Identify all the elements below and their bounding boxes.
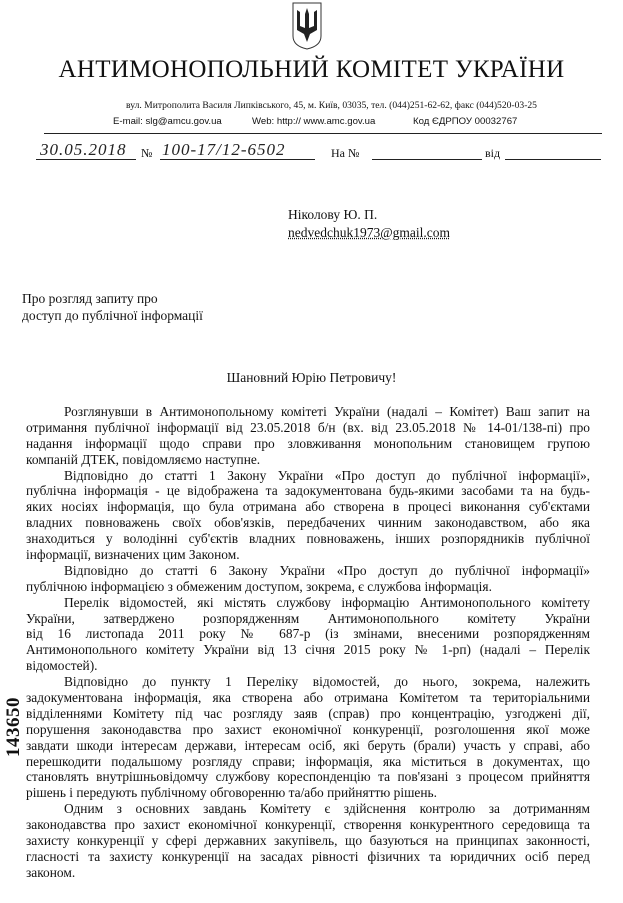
reference-line [0,140,623,162]
letter-body [26,404,590,881]
addressee-email: nedvedchuk1973@gmail.com [288,225,451,240]
text-line: порушення законодавства про захист економічної конкуренції, розголошення якої може [26,721,590,737]
text-line: знаходиться у володінні суб'єктів владних повноважень, інших розпорядників публічної [26,531,590,547]
text-line: Одним з основних завдань Комітету є здійснення контролю за дотриманням [64,801,590,817]
letter-number: 100-17/12-6502 [162,140,286,159]
reply-date-label: від [485,146,501,160]
organization-email: E-mail: slg@amcu.gov.ua [113,116,222,127]
letter-date: 30.05.2018 [40,140,127,159]
greeting: Шановний Юрію Петровичу! [226,370,397,385]
text-line: отримання публічної інформації від 23.05.2018 б/н (вх. від 23.05.2018 № 14-01/138-пі) про [26,419,590,435]
text-line: становлять внутрішньовідомчу службову кореспонденцію та пов'язані з процесом прийняття [26,769,590,785]
text-line: завдати шкоди інтересам держави, інтересам осіб, які беруть (брали) участь у справі, або [26,737,590,753]
text-line: законом. [26,864,76,880]
text-line: України, затверджено розпорядженням Антимонопольного комітету України [26,610,590,626]
text-line: Відповідно до статті 1 Закону України «Про доступ до публічної інформації», [64,467,590,483]
body-paragraph [26,595,590,674]
text-line: публічною інформацією з обмеженим доступом, зокрема, є службова інформація. [26,578,492,594]
body-paragraph [26,468,590,563]
text-line: надання інформації щодо справи про зловживання монопольним становищем групою [26,435,590,451]
body-paragraph [26,404,590,468]
text-line: рішень і передують публічному обговоренню та/або прийняттю рішень. [26,785,437,801]
text-line: відомостей). [26,658,98,674]
text-line: законодавства про захист економічної конкуренції, створення конкурентного середовища та [26,817,590,833]
text-line: Перелік відомостей, які містять службову інформацію Антимонопольного комітету [64,594,590,610]
text-line: перешкодити подальшому розгляду справи; інформація, яка міститься в документах, що [26,753,590,769]
text-line: задокументована інформація, яка створена або отримана Комітетом та територіальними [26,690,590,706]
text-line: захисту конкуренції у сфері державних закупівель, що базуються на принципах законності, [26,833,590,849]
text-line: публічна інформація - це відображена та задокументована будь-якими засобами та на будь- [26,483,590,499]
text-line: Відповідно до статті 6 Закону України «Про доступ до публічної інформації» [64,562,590,578]
subject-line: Про розгляд запиту про [22,291,158,306]
header-divider [44,133,602,134]
body-paragraph [26,801,590,880]
text-line: від 16 листопада 2011 року № 687-р (із змінами, внесеними розпорядженням [26,626,590,642]
registration-stamp: 143650 [3,697,24,757]
text-line: яких носіях інформація, що була отримана або створена в процесі виконання суб'єктами [26,499,590,515]
text-line: Антимонопольного комітету України від 13 січня 2015 року № 1-рп) (надалі – Перелік [26,642,590,658]
text-line: гласності та захисту конкуренції на засадах рівності фізичних та юридичних осіб перед [26,848,590,864]
trident-emblem-icon [292,2,322,50]
text-line: Відповідно до пункту 1 Переліку відомостей, до нього, зокрема, належить [64,674,590,690]
text-line: компаній ДТЕК, повідомляємо наступне. [26,451,261,467]
text-line: відділеннями Комітету під час розгляду заяв (справ) про концентрацію, узгоджені дії, [26,705,590,721]
body-paragraph [26,674,590,801]
text-line: Розглянувши в Антимонопольному комітеті України (надалі – Комітет) Ваш запит на [64,404,590,419]
body-paragraph [26,563,590,595]
number-label: № [141,146,153,160]
text-line: владних повноважень своїх обов'язків, передбачених чинним законодавством, або яка [26,515,590,531]
organization-address: вул. Митрополита Василя Липківського, 45, м. Київ, 03035, тел. (044)251-62-62, факс (044)520-03-25 [126,100,537,111]
letter-subject [22,290,203,324]
addressee-block [288,206,450,242]
subject-line: доступ до публічної інформації [22,308,203,323]
reply-number-label: На № [331,146,360,160]
organization-title: АНТИМОНОПОЛЬНИЙ КОМІТЕТ УКРАЇНИ [58,56,565,83]
addressee-name: Ніколову Ю. П. [288,207,378,222]
organization-code: Код ЄДРПОУ 00032767 [413,116,518,127]
text-line: інформації, визначених цим Законом. [26,547,240,563]
organization-website: Web: http:// www.amc.gov.ua [252,116,376,127]
